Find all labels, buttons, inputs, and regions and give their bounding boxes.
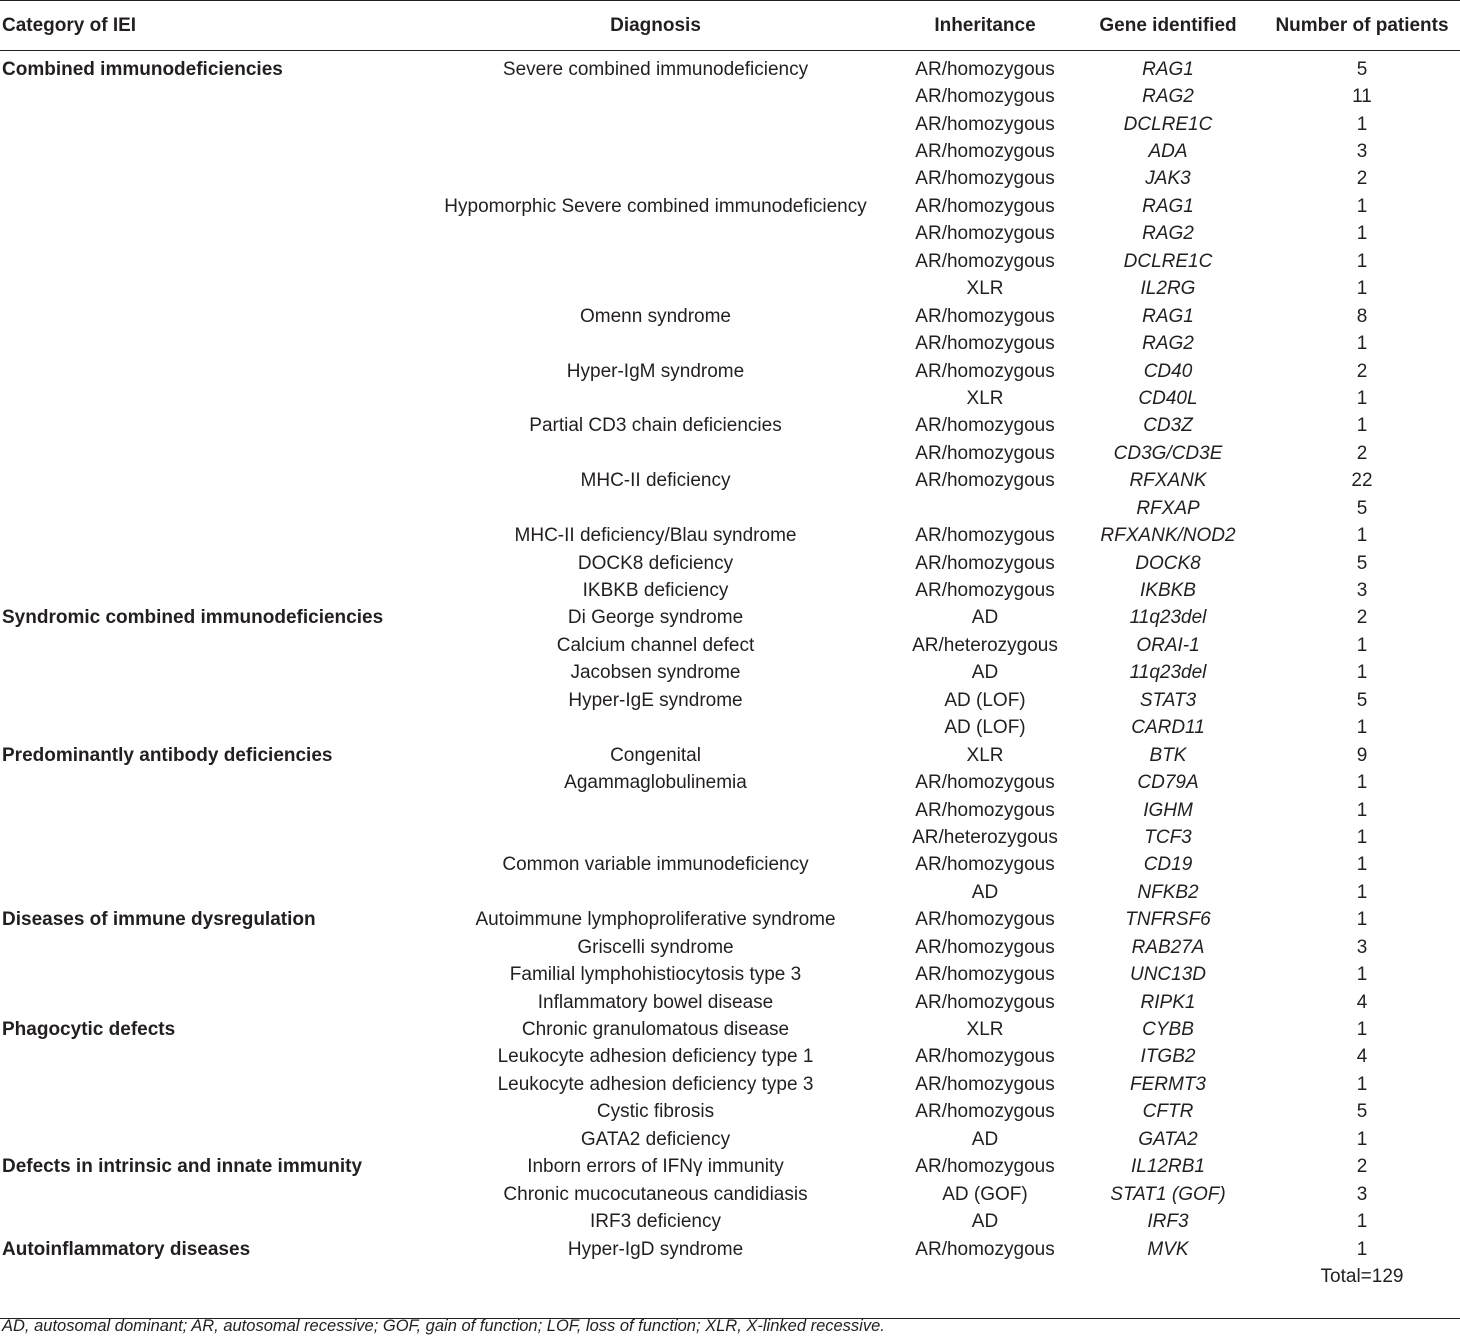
diagnosis-cell xyxy=(413,495,898,522)
category-cell xyxy=(0,276,413,303)
empty-cell xyxy=(413,1263,898,1290)
diagnosis-cell: DOCK8 deficiency xyxy=(577,552,734,574)
category-cell xyxy=(0,1044,413,1071)
patients-cell: 1 xyxy=(1356,799,1368,821)
diagnosis-cell xyxy=(413,824,898,851)
inheritance-cell: AR/homozygous xyxy=(915,552,1055,574)
inheritance-cell: AD xyxy=(971,1128,999,1150)
inheritance-cell: AD xyxy=(971,881,999,903)
diagnosis-cell: Hyper-IgD syndrome xyxy=(567,1238,744,1260)
patients-cell: 5 xyxy=(1356,552,1368,574)
table-row xyxy=(0,687,1460,714)
gene-cell: 11q23del xyxy=(1129,607,1207,629)
category-cell xyxy=(0,193,413,220)
category-cell xyxy=(0,358,413,385)
category-cell xyxy=(0,1208,413,1235)
inheritance-cell: AR/homozygous xyxy=(915,964,1055,986)
diagnosis-cell xyxy=(413,440,898,467)
table-row xyxy=(0,852,1460,879)
category-cell xyxy=(0,221,413,248)
diagnosis-cell xyxy=(413,248,898,275)
category-cell xyxy=(0,1099,413,1126)
diagnosis-cell: MHC-II deficiency xyxy=(580,470,731,492)
table-body xyxy=(0,51,1460,1319)
table-row xyxy=(0,577,1460,604)
gene-cell: IKBKB xyxy=(1140,580,1196,602)
category-cell xyxy=(0,660,413,687)
gene-cell: RFXANK xyxy=(1129,470,1207,492)
category-cell: Diseases of immune dysregulation xyxy=(2,909,316,931)
diagnosis-cell xyxy=(413,83,898,110)
gene-cell: DCLRE1C xyxy=(1123,113,1213,135)
inheritance-cell: AR/homozygous xyxy=(915,333,1055,355)
category-cell xyxy=(0,413,413,440)
category-cell xyxy=(0,989,413,1016)
diagnosis-cell: Jacobsen syndrome xyxy=(570,662,741,684)
inheritance-cell: AR/homozygous xyxy=(915,470,1055,492)
table-row xyxy=(0,276,1460,303)
rule-line xyxy=(0,1291,1460,1318)
header-gene: Gene identified xyxy=(1072,1,1264,51)
inheritance-cell xyxy=(898,495,1072,522)
diagnosis-cell xyxy=(413,221,898,248)
header-category: Category of IEI xyxy=(0,1,413,51)
gene-cell: CD19 xyxy=(1143,854,1193,876)
bottom-rule xyxy=(0,1291,1460,1318)
gene-cell: DOCK8 xyxy=(1135,552,1201,574)
patients-cell: 1 xyxy=(1356,525,1368,547)
table-row xyxy=(0,605,1460,632)
diagnosis-cell: Leukocyte adhesion deficiency type 3 xyxy=(497,1073,814,1095)
patients-cell: 1 xyxy=(1356,717,1368,739)
category-cell xyxy=(0,577,413,604)
category-cell xyxy=(0,111,413,138)
category-cell xyxy=(0,83,413,110)
table-row xyxy=(0,797,1460,824)
patients-cell: 1 xyxy=(1356,195,1368,217)
inheritance-cell: AR/homozygous xyxy=(915,936,1055,958)
empty-cell xyxy=(1072,1263,1264,1290)
gene-cell: IRF3 xyxy=(1147,1211,1189,1233)
category-cell xyxy=(0,632,413,659)
category-cell: Phagocytic defects xyxy=(2,1019,176,1041)
diagnosis-cell xyxy=(413,715,898,742)
patients-cell: 1 xyxy=(1356,113,1368,135)
table-row xyxy=(0,1044,1460,1071)
inheritance-cell: AR/homozygous xyxy=(915,168,1055,190)
patients-cell: 1 xyxy=(1356,854,1368,876)
diagnosis-cell xyxy=(413,138,898,165)
category-cell xyxy=(0,248,413,275)
table-row xyxy=(0,248,1460,275)
patients-cell: 5 xyxy=(1356,689,1368,711)
patients-cell: 1 xyxy=(1356,881,1368,903)
patients-cell: 1 xyxy=(1356,333,1368,355)
inheritance-cell: AR/homozygous xyxy=(915,442,1055,464)
gene-cell: FERMT3 xyxy=(1130,1073,1206,1095)
gene-cell: CD3G/CD3E xyxy=(1113,442,1223,464)
table-row xyxy=(0,742,1460,769)
table-row xyxy=(0,221,1460,248)
inheritance-cell: AR/homozygous xyxy=(915,991,1055,1013)
table-row xyxy=(0,111,1460,138)
inheritance-cell: AR/homozygous xyxy=(915,1046,1055,1068)
patients-cell: 1 xyxy=(1356,826,1368,848)
table-row xyxy=(0,1154,1460,1181)
category-cell xyxy=(0,495,413,522)
diagnosis-cell xyxy=(413,330,898,357)
diagnosis-cell: Inflammatory bowel disease xyxy=(537,991,774,1013)
category-cell xyxy=(0,824,413,851)
patients-cell: 5 xyxy=(1356,1101,1368,1123)
table-row xyxy=(0,1236,1460,1263)
category-cell xyxy=(0,138,413,165)
diagnosis-cell: Partial CD3 chain deficiencies xyxy=(529,415,782,437)
category-cell xyxy=(0,440,413,467)
table-footnote: AD, autosomal dominant; AR, autosomal recessive; GOF, gain of function; LOF, loss of function; XLR, X-linked recessive. xyxy=(2,1317,885,1335)
total-row xyxy=(0,1263,1460,1290)
table-row xyxy=(0,166,1460,193)
inheritance-cell: AR/homozygous xyxy=(915,909,1055,931)
gene-cell: 11q23del xyxy=(1129,662,1207,684)
table-row xyxy=(0,879,1460,906)
table-row xyxy=(0,440,1460,467)
inheritance-cell: AR/homozygous xyxy=(915,580,1055,602)
category-cell: Autoinflammatory diseases xyxy=(2,1238,251,1260)
diagnosis-cell: Autoimmune lymphoproliferative syndrome xyxy=(475,909,836,931)
patients-cell: 11 xyxy=(1352,86,1372,108)
category-cell xyxy=(0,879,413,906)
patients-cell: 3 xyxy=(1356,580,1368,602)
gene-cell: RFXAP xyxy=(1136,497,1200,519)
diagnosis-cell: Chronic mucocutaneous candidiasis xyxy=(503,1183,808,1205)
inheritance-cell: AD (LOF) xyxy=(944,717,1026,739)
inheritance-cell: AR/homozygous xyxy=(915,772,1055,794)
table-row xyxy=(0,1126,1460,1153)
patients-cell: 2 xyxy=(1356,1156,1368,1178)
patients-cell: 4 xyxy=(1356,991,1368,1013)
table-row xyxy=(0,303,1460,330)
gene-cell: RAG1 xyxy=(1142,305,1194,327)
patients-cell: 1 xyxy=(1356,1073,1368,1095)
diagnosis-cell xyxy=(413,276,898,303)
patients-cell: 1 xyxy=(1356,1238,1368,1260)
inheritance-cell: XLR xyxy=(966,744,1004,766)
diagnosis-cell: Hyper-IgE syndrome xyxy=(568,689,743,711)
diagnosis-cell: Di George syndrome xyxy=(567,607,744,629)
diagnosis-cell xyxy=(413,797,898,824)
header-inheritance: Inheritance xyxy=(898,1,1072,51)
inheritance-cell: AD (GOF) xyxy=(942,1183,1028,1205)
gene-cell: RFXANK/NOD2 xyxy=(1100,525,1236,547)
inheritance-cell: AR/homozygous xyxy=(915,1101,1055,1123)
table-row xyxy=(0,632,1460,659)
gene-cell: JAK3 xyxy=(1145,168,1191,190)
inheritance-cell: XLR xyxy=(966,387,1004,409)
diagnosis-cell: Hyper-IgM syndrome xyxy=(566,360,745,382)
gene-cell: CYBB xyxy=(1142,1019,1194,1041)
category-cell: Combined immunodeficiencies xyxy=(2,58,283,80)
category-cell xyxy=(0,852,413,879)
table-row xyxy=(0,769,1460,796)
table-row xyxy=(0,413,1460,440)
gene-cell: MVK xyxy=(1147,1238,1189,1260)
table-row xyxy=(0,522,1460,549)
gene-cell: IGHM xyxy=(1143,799,1193,821)
category-cell xyxy=(0,303,413,330)
inheritance-cell: XLR xyxy=(966,1019,1004,1041)
inheritance-cell: AR/homozygous xyxy=(915,195,1055,217)
patients-cell: 1 xyxy=(1356,278,1368,300)
gene-cell: TNFRSF6 xyxy=(1125,909,1211,931)
patients-cell: 2 xyxy=(1356,168,1368,190)
patients-cell: 1 xyxy=(1356,1019,1368,1041)
inheritance-cell: AD xyxy=(971,607,999,629)
patients-cell: 1 xyxy=(1356,1211,1368,1233)
patients-cell: 1 xyxy=(1356,964,1368,986)
table-row xyxy=(0,358,1460,385)
gene-cell: NFKB2 xyxy=(1137,881,1199,903)
category-cell xyxy=(0,166,413,193)
category-cell xyxy=(0,715,413,742)
patients-cell: 2 xyxy=(1356,607,1368,629)
table-row xyxy=(0,1071,1460,1098)
category-cell xyxy=(0,1126,413,1153)
diagnosis-cell: Agammaglobulinemia xyxy=(564,772,747,794)
inheritance-cell: AR/heterozygous xyxy=(912,826,1058,848)
diagnosis-cell: MHC-II deficiency/Blau syndrome xyxy=(514,525,797,547)
header-patients: Number of patients xyxy=(1264,1,1460,51)
category-cell xyxy=(0,769,413,796)
header-row xyxy=(0,1,1460,51)
diagnosis-cell xyxy=(413,385,898,412)
gene-cell: IL2RG xyxy=(1140,278,1196,300)
inheritance-cell: XLR xyxy=(966,278,1004,300)
category-cell xyxy=(0,1071,413,1098)
category-cell xyxy=(0,961,413,988)
table-row xyxy=(0,193,1460,220)
patients-cell: 5 xyxy=(1356,58,1368,80)
category-cell xyxy=(0,385,413,412)
inheritance-cell: AR/homozygous xyxy=(915,223,1055,245)
inheritance-cell: AR/homozygous xyxy=(915,415,1055,437)
table-row xyxy=(0,715,1460,742)
table-row xyxy=(0,1181,1460,1208)
patients-cell: 3 xyxy=(1356,1183,1368,1205)
diagnosis-cell: Familial lymphohistiocytosis type 3 xyxy=(509,964,802,986)
gene-cell: CD79A xyxy=(1137,772,1199,794)
category-cell xyxy=(0,330,413,357)
patients-cell: 1 xyxy=(1356,634,1368,656)
gene-cell: CARD11 xyxy=(1131,717,1205,739)
gene-cell: CD40 xyxy=(1143,360,1193,382)
header-diagnosis: Diagnosis xyxy=(413,1,898,51)
total-patients: Total=129 xyxy=(1320,1265,1404,1287)
table-row xyxy=(0,660,1460,687)
gene-cell: RAG1 xyxy=(1142,58,1194,80)
patients-cell: 3 xyxy=(1356,141,1368,163)
diagnosis-cell: Leukocyte adhesion deficiency type 1 xyxy=(497,1046,814,1068)
diagnosis-cell xyxy=(413,111,898,138)
patients-cell: 1 xyxy=(1356,1128,1368,1150)
inheritance-cell: AR/homozygous xyxy=(915,113,1055,135)
gene-cell: RAG2 xyxy=(1142,86,1194,108)
table-row xyxy=(0,989,1460,1016)
table-row xyxy=(0,550,1460,577)
table-row xyxy=(0,385,1460,412)
patients-cell: 1 xyxy=(1356,223,1368,245)
table-row xyxy=(0,468,1460,495)
gene-cell: RIPK1 xyxy=(1140,991,1196,1013)
diagnosis-cell: Calcium channel defect xyxy=(556,634,755,656)
category-cell: Predominantly antibody deficiencies xyxy=(2,744,333,766)
gene-cell: ORAI-1 xyxy=(1136,634,1200,656)
patients-cell: 3 xyxy=(1356,936,1368,958)
patients-cell: 1 xyxy=(1356,909,1368,931)
diagnosis-cell: Common variable immunodeficiency xyxy=(502,854,809,876)
gene-cell: CD40L xyxy=(1138,387,1198,409)
diagnosis-cell: IKBKB deficiency xyxy=(582,580,729,602)
inheritance-cell: AR/heterozygous xyxy=(912,634,1058,656)
category-cell xyxy=(0,687,413,714)
patients-cell: 5 xyxy=(1356,497,1368,519)
inheritance-cell: AR/homozygous xyxy=(915,250,1055,272)
diagnosis-cell xyxy=(413,879,898,906)
diagnosis-cell: Congenital xyxy=(610,744,701,766)
inheritance-cell: AR/homozygous xyxy=(915,141,1055,163)
table-row xyxy=(0,1099,1460,1126)
gene-cell: RAG1 xyxy=(1142,195,1194,217)
inheritance-cell: AR/homozygous xyxy=(915,1238,1055,1260)
diagnosis-cell: IRF3 deficiency xyxy=(590,1211,721,1233)
inheritance-cell: AR/homozygous xyxy=(915,58,1055,80)
diagnosis-cell: Cystic fibrosis xyxy=(596,1101,715,1123)
table-row xyxy=(0,138,1460,165)
table-row xyxy=(0,961,1460,988)
gene-cell: RAG2 xyxy=(1142,223,1194,245)
patients-cell: 22 xyxy=(1351,470,1373,492)
table-row xyxy=(0,824,1460,851)
inheritance-cell: AD (LOF) xyxy=(944,689,1026,711)
patients-cell: 1 xyxy=(1356,772,1368,794)
diagnosis-cell: Griscelli syndrome xyxy=(577,936,734,958)
empty-cell xyxy=(0,1263,413,1290)
table-row xyxy=(0,330,1460,357)
category-cell xyxy=(0,797,413,824)
table-row xyxy=(0,495,1460,522)
patients-cell: 1 xyxy=(1356,662,1368,684)
table-row xyxy=(0,934,1460,961)
table-row xyxy=(0,1016,1460,1043)
table-row xyxy=(0,907,1460,934)
table-row xyxy=(0,83,1460,110)
patients-cell: 4 xyxy=(1356,1046,1368,1068)
gene-cell: STAT3 xyxy=(1139,689,1197,711)
inheritance-cell: AR/homozygous xyxy=(915,1073,1055,1095)
inheritance-cell: AR/homozygous xyxy=(915,305,1055,327)
category-cell xyxy=(0,934,413,961)
diagnosis-cell xyxy=(413,166,898,193)
gene-cell: CFTR xyxy=(1142,1101,1194,1123)
gene-cell: RAB27A xyxy=(1131,936,1205,958)
gene-cell: UNC13D xyxy=(1129,964,1207,986)
gene-cell: TCF3 xyxy=(1144,826,1192,848)
inheritance-cell: AR/homozygous xyxy=(915,525,1055,547)
category-cell xyxy=(0,1181,413,1208)
gene-cell: DCLRE1C xyxy=(1123,250,1213,272)
category-cell xyxy=(0,468,413,495)
category-cell: Syndromic combined immunodeficiencies xyxy=(2,607,384,629)
patients-cell: 1 xyxy=(1356,387,1368,409)
inheritance-cell: AR/homozygous xyxy=(915,854,1055,876)
patients-cell: 2 xyxy=(1356,360,1368,382)
diagnosis-cell: Chronic granulomatous disease xyxy=(521,1019,790,1041)
gene-cell: STAT1 (GOF) xyxy=(1110,1183,1226,1205)
gene-cell: RAG2 xyxy=(1142,333,1194,355)
patients-cell: 2 xyxy=(1356,442,1368,464)
gene-cell: GATA2 xyxy=(1138,1128,1198,1150)
table-row xyxy=(0,1208,1460,1235)
table-row xyxy=(0,56,1460,83)
inheritance-cell: AR/homozygous xyxy=(915,360,1055,382)
diagnosis-cell: Inborn errors of IFNγ immunity xyxy=(527,1156,784,1178)
diagnosis-cell: Severe combined immunodeficiency xyxy=(502,58,809,80)
empty-cell xyxy=(898,1263,1072,1290)
patients-cell: 1 xyxy=(1356,250,1368,272)
gene-cell: ITGB2 xyxy=(1140,1046,1196,1068)
diagnosis-cell: Hypomorphic Severe combined immunodeficiency xyxy=(444,195,867,217)
patients-cell: 9 xyxy=(1356,744,1368,766)
gene-cell: IL12RB1 xyxy=(1131,1156,1205,1178)
diagnosis-cell: Omenn syndrome xyxy=(579,305,731,327)
patients-cell: 1 xyxy=(1356,415,1368,437)
category-cell: Defects in intrinsic and innate immunity xyxy=(2,1156,363,1178)
category-cell xyxy=(0,522,413,549)
gene-cell: ADA xyxy=(1148,141,1188,163)
inheritance-cell: AR/homozygous xyxy=(915,86,1055,108)
inheritance-cell: AD xyxy=(971,662,999,684)
inheritance-cell: AD xyxy=(971,1211,999,1233)
patients-cell: 8 xyxy=(1356,305,1368,327)
gene-cell: CD3Z xyxy=(1143,415,1193,437)
inheritance-cell: AR/homozygous xyxy=(915,799,1055,821)
diagnosis-cell: GATA2 deficiency xyxy=(580,1128,731,1150)
gene-cell: BTK xyxy=(1149,744,1187,766)
inheritance-cell: AR/homozygous xyxy=(915,1156,1055,1178)
category-cell xyxy=(0,550,413,577)
